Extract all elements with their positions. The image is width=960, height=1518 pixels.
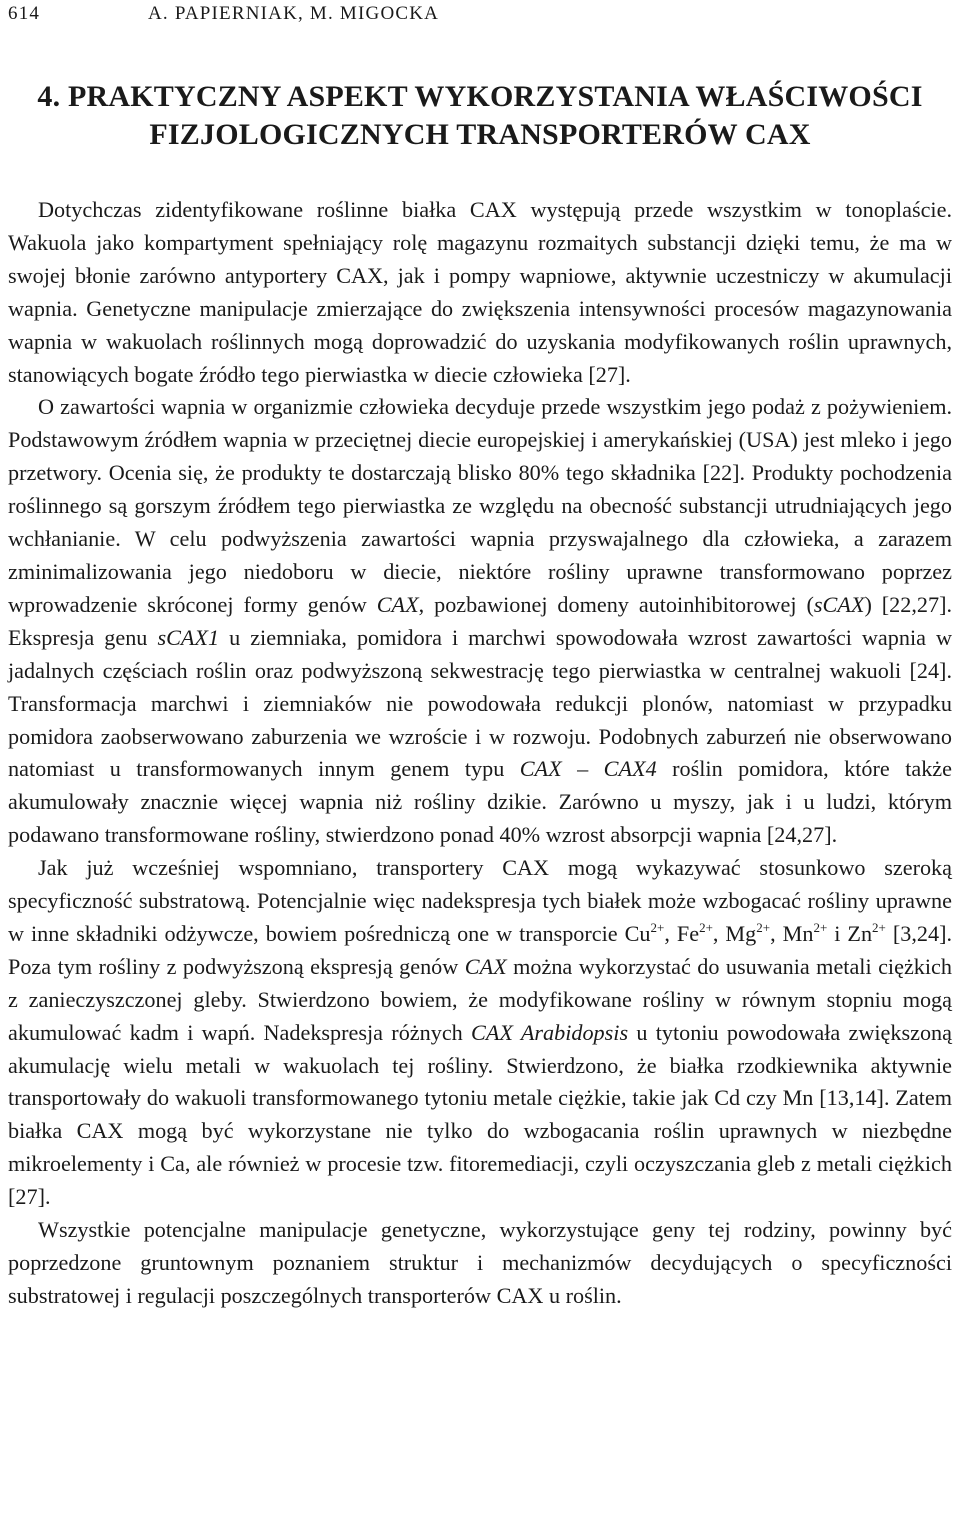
running-head-authors: A. PAPIERNIAK, M. MIGOCKA bbox=[148, 3, 440, 24]
paragraph-2-text-e: roślin pomidora, które także akumulowały znacznie więcej wapnia niż rośliny dzikie. Zarówno u myszy, jak i u ludzi, którym podawano transformowane rośliny, stwierdzono ponad 40% wzrost absorpcji wapnia [24,27]. bbox=[8, 756, 953, 848]
section-heading bbox=[8, 78, 952, 154]
gene-name-cax-cax4: CAX – CAX4 bbox=[519, 756, 657, 782]
paragraph-3-text-d: u tytoniu powodowała zwiększoną akumulację wielu metali w wakuolach tej rośliny. Stwierdzono, że białka rzodkiewnika aktywnie transportowały do wakuoli transformowanego tytoniu metale ciężkie, takie jak Cd czy Mn [13,14]. Zatem białka CAX mogą być wykorzystane nie tylko do wzbogacania roślin uprawnych w niezbędne mikroelementy i Ca, ale również w procesie tzw. fitoremediacji, czyli oczyszczania gleb z metali ciężkich [27]. bbox=[8, 1019, 952, 1210]
paragraph-2-text-a: O zawartości wapnia w organizmie człowieka decyduje przede wszystkim jego podaż z pożywieniem. Podstawowym źródłem wapnia w przeciętnej diecie europejskiej i amerykańskiej (USA) jest mleko i jego przetwory. Ocenia się, że produkty te dostarczają blisko 80% tego składnika [22]. Produkty pochodzenia roślinnego są gorszym źródłem tego pierwiastka ze względu na obecność substancji utrudniających jego wchłanianie. W celu podwyższenia zawartości wapnia przyswajalnego dla człowieka, a zarazem zminimalizowania jego niedoboru w diecie, niektóre rośliny uprawne transformowano poprzez wprowadzenie skróconej formy genów bbox=[8, 394, 952, 617]
page bbox=[8, 0, 952, 1313]
paragraph-1-text: Dotychczas zidentyfikowane roślinne białka CAX występują przede wszystkim w tonoplaście. Wakuola jako kompartyment spełniający rolę magazynu rozmaitych substancji dzięki temu, że ma w swojej błonie zarówno antyportery CAX, jak i pompy wapniowe, aktywnie uczestniczy w akumulacji wapnia. Genetyczne manipulacje zmierzające do zwiększenia intensywności procesów magazynowania wapnia w wakuolach roślinnych mogą doprowadzić do uzyskania modyfikowanych roślin uprawnych, stanowiących bogate źródło tego pierwiastka w diecie człowieka [27]. bbox=[8, 197, 952, 387]
paragraph-2-text-d: u ziemniaka, pomidora i marchwi spowodowała wzrost zawartości wapnia w jadalnych częściach roślin oraz podwyższoną sekwestrację tego pierwiastka w centralnej wakuoli [24]. Transformacja marchwi i ziemniaków nie powodowała redukcji plonów, natomiast w przypadku pomidora zaobserwowano zaburzenia we wzroście i w rozwoju. Podobnych zaburzeń nie obserwowano natomiast u transformowanych innym genem typu bbox=[8, 624, 953, 782]
paragraph-4-text: Wszystkie potencjalne manipulacje genetyczne, wykorzystujące geny tej rodziny, powinny być poprzedzone gruntownym poznaniem struktur i mechanizmów decydujących o specyficzności substratowej i regulacji poszczególnych transporterów CAX u roślin. bbox=[8, 1217, 952, 1308]
gene-name-cax-2: CAX bbox=[464, 953, 507, 979]
ion-mn: , Mn bbox=[770, 920, 814, 946]
paragraph-2-text-b: , pozbawionej domeny autoinhibitorowej ( bbox=[418, 591, 814, 617]
paragraph-1 bbox=[8, 194, 952, 391]
body-text bbox=[8, 194, 952, 1313]
gene-name-scax1: sCAX1 bbox=[157, 624, 220, 650]
paragraph-2-text-c: ) [22,27]. Ekspresja genu bbox=[8, 591, 953, 650]
running-head bbox=[8, 0, 952, 33]
gene-name-scax: sCAX bbox=[813, 591, 865, 617]
paragraph-2 bbox=[8, 391, 952, 852]
ion-fe: , Fe bbox=[664, 920, 700, 946]
page-number: 614 bbox=[8, 3, 41, 24]
ion-charge-mg: 2+ bbox=[756, 919, 771, 935]
ion-mg: , Mg bbox=[712, 920, 757, 946]
paragraph-3-text-a: Jak już wcześniej wspomniano, transportery CAX mogą wykazywać stosunkowo szeroką specyficzność substratową. Potencjalnie więc nadekspresja tych białek może wzbogacać rośliny uprawne w inne składniki odżywcze, bowiem pośredniczą one w transporcie Cu bbox=[8, 855, 952, 946]
ion-charge-zn: 2+ bbox=[872, 919, 886, 935]
paragraph-3-text-c: można wykorzystać do usuwania metali ciężkich z zanieczyszczonej gleby. Stwierdzono bowiem, że modyfikowane rośliny w równym stopniu mogą akumulować kadm i wapń. Nadekspresja różnych bbox=[8, 953, 952, 1045]
section-heading-line-1: 4. PRAKTYCZNY ASPEKT WYKORZYSTANIA WŁAŚCIWOŚCI bbox=[37, 80, 923, 113]
paragraph-3 bbox=[8, 852, 952, 1214]
ion-charge-cu: 2+ bbox=[650, 919, 665, 935]
gene-name-cax: CAX bbox=[376, 591, 419, 617]
ion-zn: i Zn bbox=[827, 920, 873, 946]
gene-name-cax-arabidopsis: CAX Arabidopsis bbox=[471, 1019, 629, 1045]
paragraph-3-text-b: [3,24]. Poza tym rośliny z podwyższoną ekspresją genów bbox=[8, 920, 953, 979]
section-heading-line-2: FIZJOLOGICZNYCH TRANSPORTERÓW CAX bbox=[149, 118, 811, 151]
ion-charge-mn: 2+ bbox=[813, 919, 828, 935]
ion-charge-fe: 2+ bbox=[699, 919, 713, 935]
paragraph-4 bbox=[8, 1214, 952, 1313]
